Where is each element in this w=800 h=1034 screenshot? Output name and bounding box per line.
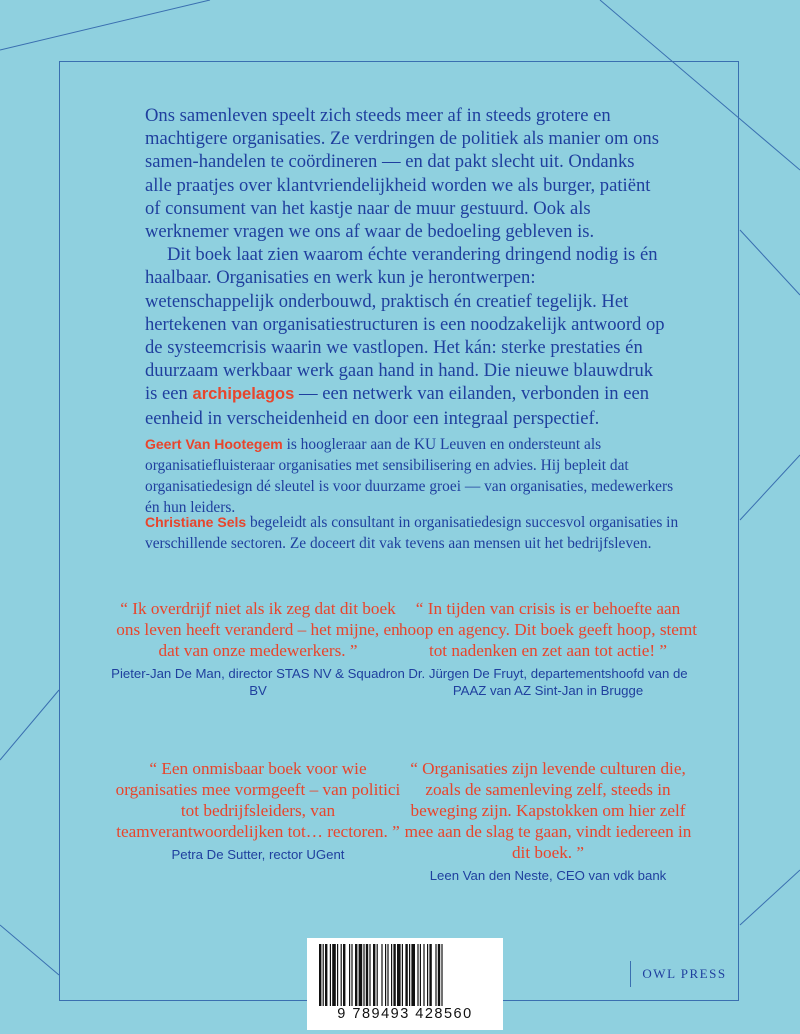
author-bio-text: is hoogleraar aan de KU Leuven en ondersteunt als organisatiefluisteraar organisaties met sensibilisering en advies. Hij bepleit dat organisatiedesign dé sleutel is voor duurzame groei — van organisaties, medewerkers én hun leiders. (145, 436, 674, 516)
author-name: Christiane Sels (145, 514, 247, 530)
barcode-bar (391, 944, 392, 1006)
barcode-bar (369, 944, 370, 1006)
author-bio-text: begeleidt als consultant in organisatiedesign succesvol organisaties in verschillende sectoren. Ze doceert dit vak tevens aan mensen uit het bedrijfsleven. (145, 514, 679, 552)
isbn-number: 9 789493 428560 (337, 1006, 473, 1022)
blurb-paragraph-1: Ons samenleven speelt zich steeds meer af in steeds grotere en machtigere organisaties. Ze verdringen de politiek als manier om ons samen-handelen te coördineren — en dat pakt slecht uit. Ondanks alle praatjes over klantvriendelijkheid worden we als burger, patiënt of consument van het kastje naar de muur gestuurd. Ook als werknemer vragen we ons af waar de bedoeling gebleven is. (145, 105, 659, 243)
barcode-bar (319, 944, 321, 1006)
blurb-paragraph-2-end: — een netwerk van eilanden, verbonden in een eenheid in verscheidenheid en door een integraal perspectief. (145, 383, 650, 429)
quote-text: “ Een onmisbaar boek voor wie organisaties mee vormgeeft – van politici tot bedrijfsleiders, van teamverantwoordelijken tot… rectoren. ” (115, 759, 401, 841)
barcode-bar (423, 944, 424, 1006)
archipelagos-highlight: archipelagos (192, 385, 295, 404)
barcode-bar (441, 944, 442, 1006)
quote-source: Leen Van den Neste, CEO van vdk bank (429, 868, 667, 883)
blurb-paragraph-2-text: Dit boek laat zien waarom échte verandering dringend nodig is én haalbaar. Organisaties en werk kun je herontwerpen: wetenschappelijk onderbouwd, praktisch én creatief tegelijk. Het hertekenen van organisatiestructuren is een noodzakelijk antwoord op de systeemcrisis waarin we vastlopen. Het kán: sterke prestaties én duurzaam werkbaar werk gaan hand in hand. Die nieuwe blauwdruk is een (145, 244, 665, 405)
barcode-bar (330, 944, 331, 1006)
barcode-bars (319, 944, 491, 1006)
author-name: Geert Van Hootegem (145, 436, 283, 452)
barcode-bar (429, 944, 431, 1006)
author-bio-2 (145, 512, 685, 554)
barcode-bar (427, 944, 428, 1006)
barcode-bar (366, 944, 368, 1006)
barcode-bar (377, 944, 378, 1006)
barcode-bar (402, 944, 403, 1006)
quote-text: “ In tijden van crisis is er behoefte aan hoop en agency. Dit boek geeft hoop, stemt tot nadenken en zet aan tot actie! ” (398, 599, 698, 660)
barcode-bar (411, 944, 415, 1006)
barcode-bar (337, 944, 338, 1006)
barcode-bar (409, 944, 410, 1006)
barcode-bar (343, 944, 345, 1006)
barcode-bar (435, 944, 436, 1006)
barcode-bar (359, 944, 363, 1006)
barcode-bar (417, 944, 418, 1006)
barcode-bar (393, 944, 395, 1006)
quote-2 (398, 598, 698, 699)
author-bio-1 (145, 434, 685, 518)
barcode-bar (323, 944, 324, 1006)
barcode-bar (349, 944, 350, 1006)
barcode-bar (405, 944, 407, 1006)
back-cover-blurb (145, 104, 665, 430)
isbn-barcode (307, 938, 503, 1030)
quote-text: “ Organisaties zijn levende culturen die, zoals de samenleving zelf, steeds in beweging zijn. Kapstokken om hier zelf mee aan de slag te gaan, vindt iedereen in dit boek. ” (404, 759, 692, 862)
barcode-bar (381, 944, 382, 1006)
barcode-bar (420, 944, 421, 1006)
barcode-bar (397, 944, 401, 1006)
barcode-bar (355, 944, 357, 1006)
barcode-bar (325, 944, 327, 1006)
barcode-bar (387, 944, 388, 1006)
quote-source: Pieter-Jan De Man, director STAS NV & Squadron BV (111, 666, 405, 698)
barcode-bar (363, 944, 364, 1006)
barcode-bar (332, 944, 336, 1006)
barcode-bar (351, 944, 352, 1006)
quote-1 (108, 598, 408, 699)
barcode-bar (385, 944, 386, 1006)
quote-text: “ Ik overdrijf niet als ik zeg dat dit boek ons leven heeft veranderd – het mijne, en dat van onze medewerkers. ” (116, 599, 400, 660)
quote-source: Petra De Sutter, rector UGent (171, 847, 345, 862)
blurb-paragraph-2 (145, 243, 665, 430)
barcode-bar (373, 944, 375, 1006)
barcode-bar (341, 944, 342, 1006)
quote-source: Dr. Jürgen De Fruyt, departementshoofd van de PAAZ van AZ Sint-Jan in Brugge (408, 666, 688, 698)
publisher-logo: OWL PRESS (630, 961, 738, 987)
quote-3 (108, 758, 408, 863)
quote-4 (398, 758, 698, 884)
barcode-bar (438, 944, 440, 1006)
